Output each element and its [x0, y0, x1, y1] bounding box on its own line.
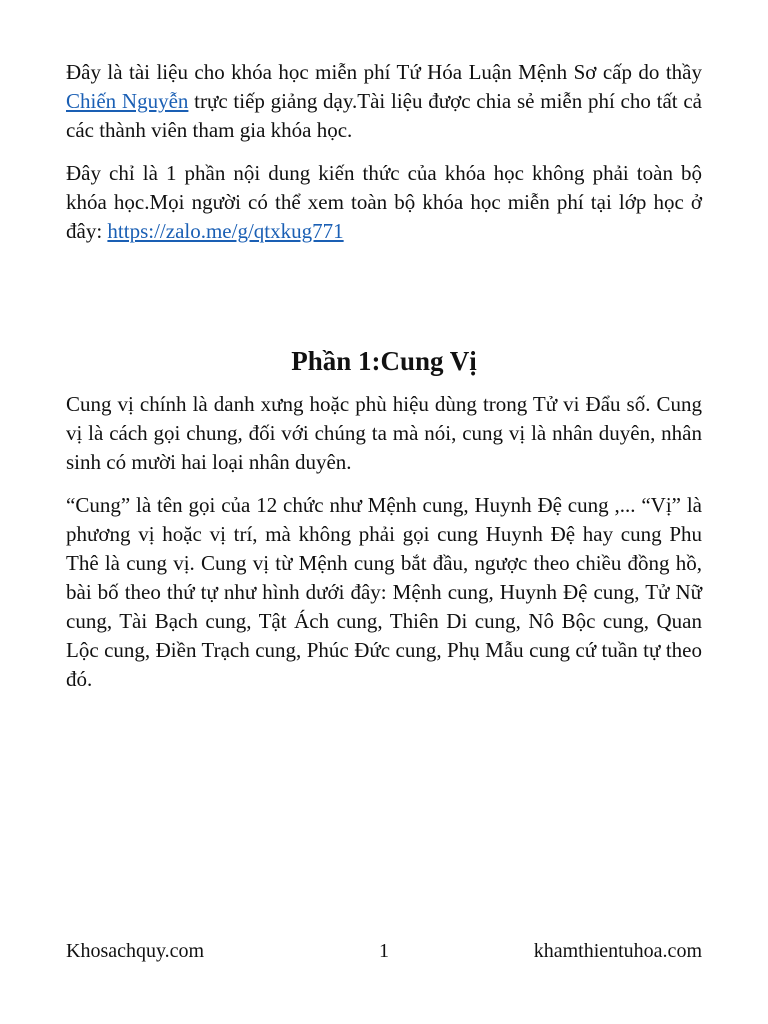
- intro-p2-text: Đây chỉ là 1 phần nội dung kiến thức của khóa học không phải toàn bộ khóa học.Mọi người có thể xem toàn bộ khóa học miễn phí tại lớp học ở đây:: [66, 161, 702, 243]
- author-link[interactable]: Chiến Nguyễn: [66, 89, 189, 113]
- page-number: 1: [379, 940, 389, 962]
- footer-right-site: khamthientuhoa.com: [533, 940, 702, 962]
- intro-p1-text-start: Đây là tài liệu cho khóa học miễn phí Tứ Hóa Luận Mệnh Sơ cấp do thầy: [66, 60, 702, 84]
- section-title: Phần 1:Cung Vị: [291, 346, 477, 376]
- page-content: [66, 58, 702, 694]
- intro-paragraph-1: [66, 58, 702, 145]
- section-paragraph-2: “Cung” là tên gọi của 12 chức như Mệnh cung, Huynh Đệ cung ,... “Vị” là phương vị hoặc vị trí, mà không phải gọi cung Huynh Đệ hay cung Phu Thê là cung vị. Cung vị từ Mệnh cung bắt đầu, ngược theo chiều đồng hồ, bài bố theo thứ tự như hình dưới đây: Mệnh cung, Huynh Đệ cung, Tử Nữ cung, Tài Bạch cung, Tật Ách cung, Thiên Di cung, Nô Bộc cung, Quan Lộc cung, Điền Trạch cung, Phúc Đức cung, Phụ Mẫu cung cứ tuần tự theo đó.: [66, 493, 702, 691]
- intro-p1-text-end: trực tiếp giảng dạy.Tài liệu được chia sẻ miễn phí cho tất cả các thành viên tham gia khóa học.: [66, 89, 702, 142]
- zalo-group-link[interactable]: https://zalo.me/g/qtxkug771: [107, 219, 344, 243]
- intro-paragraph-2: [66, 159, 702, 246]
- footer-left-site: Khosachquy.com: [66, 940, 205, 962]
- section-paragraph-1: Cung vị chính là danh xưng hoặc phù hiệu dùng trong Tử vi Đẩu số. Cung vị là cách gọi chung, đối với chúng ta mà nói, cung vị là nhân duyên, nhân sinh có mười hai loại nhân duyên.: [66, 392, 702, 474]
